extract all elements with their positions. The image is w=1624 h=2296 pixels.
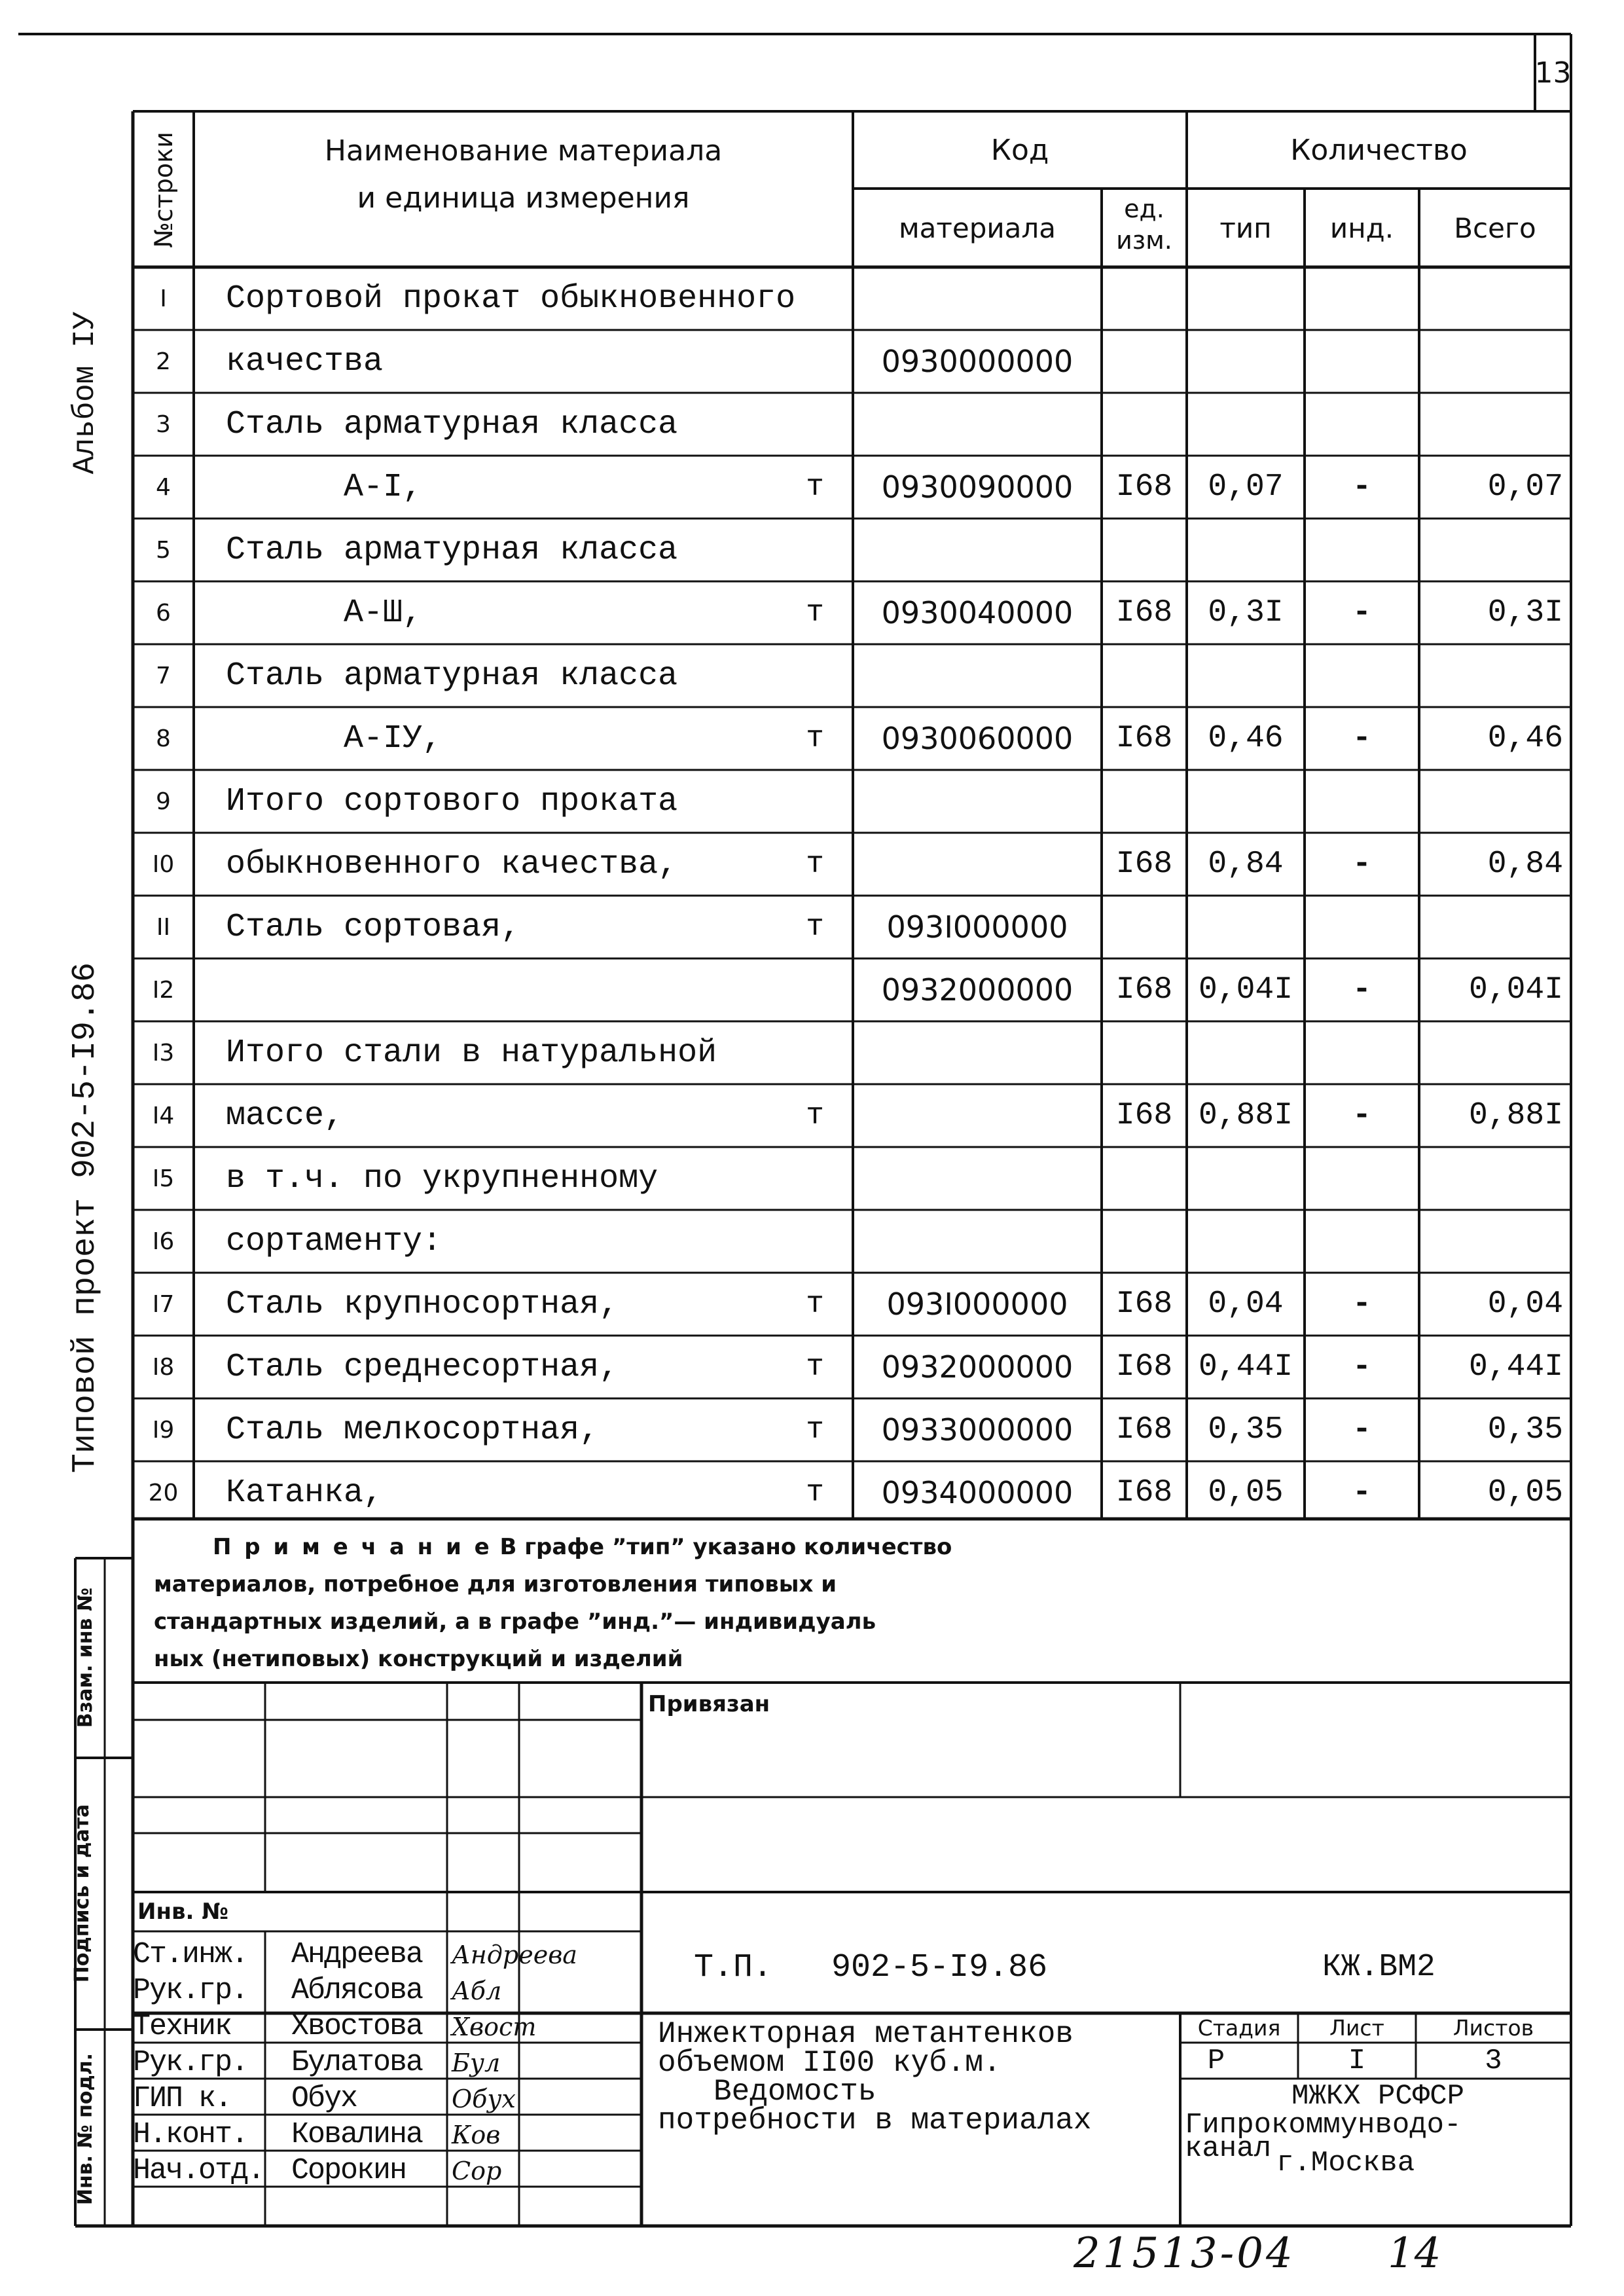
- material-code: 093I000000: [886, 1286, 1068, 1322]
- row-number: I7: [152, 1290, 175, 1318]
- person-role: Ст.инж.: [133, 1938, 248, 1971]
- qty-total: [1419, 1021, 1563, 1084]
- unit-code: [1102, 393, 1187, 456]
- qty-total: [1419, 267, 1563, 330]
- person-signature: Сор: [452, 2156, 502, 2185]
- doc-title: [658, 2017, 1092, 2138]
- qty-total: 0,88I: [1468, 1098, 1563, 1133]
- qty-tip: 0,84: [1208, 847, 1284, 882]
- person-role: Нач.отд.: [133, 2154, 264, 2187]
- unit: [785, 644, 844, 707]
- unit-code: I68: [1115, 847, 1173, 882]
- note: [154, 1529, 952, 1678]
- material-name: массе,: [226, 1097, 344, 1135]
- header-unit-code: [1102, 193, 1187, 256]
- qty-total: 0,05: [1487, 1475, 1563, 1510]
- material-code: [853, 393, 1102, 456]
- qty-tip: 0,05: [1208, 1475, 1284, 1510]
- qty-tip: [1187, 519, 1305, 581]
- qty-ind: [1305, 267, 1419, 330]
- header-tip: тип: [1219, 211, 1272, 244]
- qty-total: 0,44I: [1468, 1349, 1563, 1385]
- material-name: А-Ш,: [226, 594, 423, 632]
- row-number: 20: [148, 1479, 179, 1506]
- listov-label: Листов: [1453, 2015, 1534, 2041]
- material-name: А-I,: [226, 468, 423, 506]
- material-code: [853, 1210, 1102, 1273]
- unit: [785, 1210, 844, 1273]
- unit-code: [1102, 896, 1187, 958]
- unit-code: I68: [1115, 972, 1173, 1008]
- qty-tip: [1187, 267, 1305, 330]
- material-name: Сталь арматурная класса: [226, 531, 678, 569]
- footer-sheet: 14: [1388, 2229, 1441, 2278]
- vzam-label: Взам. инв №: [73, 1587, 97, 1728]
- material-code: [853, 519, 1102, 581]
- material-name: Сталь арматурная класса: [226, 405, 678, 443]
- material-code: 093I000000: [886, 909, 1068, 945]
- unit: [785, 958, 844, 1021]
- material-name: Сталь среднесортная,: [226, 1348, 619, 1386]
- unit-code: I68: [1115, 721, 1173, 756]
- qty-total: [1419, 1210, 1563, 1273]
- unit: т: [806, 470, 824, 504]
- row-number: I5: [152, 1165, 175, 1192]
- header-material-code: материала: [898, 211, 1056, 244]
- row-number: II: [156, 913, 171, 941]
- qty-tip: 0,04: [1208, 1286, 1284, 1322]
- stadiya-label: Стадия: [1197, 2015, 1281, 2041]
- org-line1: МЖКХ РСФСР: [1291, 2080, 1465, 2113]
- material-code: 0930090000: [881, 469, 1074, 505]
- qty-ind: -: [1352, 1098, 1371, 1133]
- material-name: Сортовой прокат обыкновенного: [226, 280, 796, 318]
- unit: т: [806, 1476, 824, 1510]
- material-name: качества: [226, 342, 384, 380]
- person-signature: Обух: [452, 2084, 516, 2113]
- material-name: обыкновенного качества,: [226, 845, 678, 883]
- note-title: П р и м е ч а н и е: [213, 1534, 492, 1560]
- unit-code: I68: [1115, 595, 1173, 630]
- row-number: 2: [156, 348, 171, 375]
- header-name: [194, 128, 853, 222]
- qty-tip: [1187, 896, 1305, 958]
- material-name: Итого стали в натуральной: [226, 1034, 717, 1072]
- qty-tip: [1187, 1147, 1305, 1210]
- qty-tip: 0,46: [1208, 721, 1284, 756]
- stadiya-value: Р: [1207, 2044, 1225, 2077]
- material-name: Сталь арматурная класса: [226, 657, 678, 695]
- page-number: 13: [1534, 56, 1572, 90]
- qty-ind: -: [1352, 847, 1371, 882]
- row-number: I6: [152, 1228, 175, 1255]
- qty-tip: [1187, 1210, 1305, 1273]
- person-name: Обух: [291, 2082, 357, 2115]
- privyazan-label: Привязан: [648, 1691, 770, 1717]
- qty-total: 0,46: [1487, 721, 1563, 756]
- person-name: Хвостова: [291, 2010, 423, 2043]
- row-number: I3: [152, 1039, 175, 1066]
- unit: т: [806, 1099, 824, 1133]
- qty-ind: -: [1352, 1286, 1371, 1322]
- qty-ind: [1305, 896, 1419, 958]
- material-code: [853, 1084, 1102, 1147]
- qty-ind: [1305, 330, 1419, 393]
- unit-code: [1102, 1210, 1187, 1273]
- qty-total: [1419, 393, 1563, 456]
- unit: т: [806, 1350, 824, 1384]
- person-role: Рук.гр.: [133, 2046, 248, 2079]
- qty-tip: 0,3I: [1208, 595, 1284, 630]
- project-label: Типовой проект 902-5-I9.86: [66, 962, 104, 1474]
- person-role: Техник: [133, 2010, 232, 2043]
- qty-ind: -: [1352, 1475, 1371, 1510]
- qty-tip: [1187, 1021, 1305, 1084]
- header-ind: инд.: [1329, 211, 1394, 244]
- material-name: Сталь сортовая,: [226, 908, 521, 946]
- note-line2: материалов, потребное для изготовления типовых и: [154, 1571, 837, 1597]
- qty-total: 0,04I: [1468, 972, 1563, 1008]
- person-signature: Абл: [452, 1976, 502, 2005]
- person-name: Аблясова: [291, 1974, 423, 2007]
- material-code: 0934000000: [881, 1475, 1074, 1510]
- qty-tip: [1187, 330, 1305, 393]
- person-name: Сорокин: [291, 2154, 406, 2187]
- unit-code: [1102, 770, 1187, 833]
- unit: [785, 267, 844, 330]
- header-unit-code-line1: ед.: [1124, 194, 1164, 223]
- material-code: [853, 1147, 1102, 1210]
- footer-code: 21513-04: [1074, 2229, 1295, 2278]
- unit: [785, 330, 844, 393]
- qty-ind: [1305, 644, 1419, 707]
- podpis-label: Подпись и дата: [70, 1804, 94, 1983]
- row-number: I2: [152, 976, 175, 1004]
- header-unit-code-line2: изм.: [1116, 226, 1172, 255]
- person-signature: Бул: [452, 2048, 501, 2077]
- header-name-line2: и единица измерения: [357, 181, 690, 215]
- doc-title-line1: Инжекторная метантенков: [658, 2017, 1074, 2051]
- note-line1: В графе ”тип” указано количество: [499, 1534, 952, 1560]
- qty-total: [1419, 1147, 1563, 1210]
- header-kolichestvo: Количество: [1290, 133, 1468, 167]
- row-number: I: [160, 285, 167, 312]
- row-number: 9: [156, 788, 171, 815]
- qty-total: 0,3I: [1487, 595, 1563, 630]
- unit-code: [1102, 1147, 1187, 1210]
- qty-ind: [1305, 1021, 1419, 1084]
- material-code: [853, 833, 1102, 896]
- note-line4: ных (нетиповых) конструкций и изделий: [154, 1646, 683, 1672]
- unit: т: [806, 721, 824, 756]
- list-value: I: [1348, 2044, 1366, 2077]
- qty-ind: -: [1352, 721, 1371, 756]
- org-line3: канал: [1185, 2132, 1272, 2165]
- qty-tip: 0,88I: [1198, 1098, 1293, 1133]
- person-role: Рук.гр.: [133, 1974, 248, 2007]
- qty-ind: [1305, 1210, 1419, 1273]
- inv-no-label: Инв. №: [137, 1899, 229, 1925]
- unit-code: [1102, 1021, 1187, 1084]
- qty-total: 0,35: [1487, 1412, 1563, 1448]
- row-number: I0: [152, 850, 175, 878]
- person-name: Ковалина: [291, 2118, 423, 2151]
- row-number: 4: [156, 473, 171, 501]
- qty-total: [1419, 330, 1563, 393]
- person-name: Андреева: [291, 1938, 423, 1971]
- album-label: Альбом IУ: [68, 311, 102, 475]
- qty-tip: [1187, 393, 1305, 456]
- unit: [785, 393, 844, 456]
- qty-ind: [1305, 519, 1419, 581]
- qty-ind: [1305, 393, 1419, 456]
- org-line2: Гипрокоммунводо-: [1185, 2109, 1462, 2141]
- person-name: Булатова: [291, 2046, 423, 2079]
- row-number: 7: [156, 662, 171, 689]
- unit-code: I68: [1115, 1349, 1173, 1385]
- material-name: [226, 958, 802, 1021]
- unit-code: [1102, 644, 1187, 707]
- unit-code: [1102, 330, 1187, 393]
- unit: [785, 1021, 844, 1084]
- qty-total: [1419, 519, 1563, 581]
- material-name: Катанка,: [226, 1474, 384, 1512]
- qty-ind: -: [1352, 1412, 1371, 1448]
- header-name-line1: Наименование материала: [324, 134, 723, 168]
- listov-value: 3: [1485, 2044, 1502, 2077]
- unit: т: [806, 910, 824, 944]
- unit-code: I68: [1115, 1412, 1173, 1448]
- unit: т: [806, 847, 824, 881]
- material-code: 0933000000: [881, 1412, 1074, 1448]
- org-line4: г.Москва: [1276, 2147, 1415, 2179]
- unit-code: [1102, 267, 1187, 330]
- doc-title-line3: Ведомость: [713, 2075, 876, 2109]
- unit-code: I68: [1115, 1098, 1173, 1133]
- qty-total: [1419, 770, 1563, 833]
- row-number: 5: [156, 536, 171, 564]
- material-code: [853, 644, 1102, 707]
- row-number: I4: [152, 1102, 175, 1129]
- material-code: [853, 770, 1102, 833]
- qty-ind: [1305, 1147, 1419, 1210]
- person-signature: Хвост: [452, 2012, 537, 2041]
- unit: т: [806, 1413, 824, 1447]
- unit-code: I68: [1115, 1286, 1173, 1322]
- unit: т: [806, 1287, 824, 1321]
- unit-code: I68: [1115, 469, 1173, 505]
- material-code: 0930060000: [881, 721, 1074, 756]
- qty-tip: 0,35: [1208, 1412, 1284, 1448]
- person-role: Н.конт.: [133, 2118, 248, 2151]
- unit: [785, 770, 844, 833]
- row-number: I8: [152, 1353, 175, 1381]
- qty-ind: -: [1352, 1349, 1371, 1385]
- material-code: 0930000000: [881, 344, 1074, 379]
- material-name: А-IУ,: [226, 720, 442, 757]
- unit: [785, 1147, 844, 1210]
- material-name: сортаменту:: [226, 1222, 442, 1260]
- doc-code: Т.П. 902-5-I9.86: [694, 1948, 1048, 1986]
- note-line3: стандартных изделий, а в графе ”инд.”— индивидуаль: [154, 1609, 876, 1635]
- unit-code: [1102, 519, 1187, 581]
- qty-total: 0,04: [1487, 1286, 1563, 1322]
- qty-total: [1419, 896, 1563, 958]
- person-signature: Андреева: [452, 1940, 577, 1969]
- qty-ind: -: [1352, 595, 1371, 630]
- doc-title-line4: потребности в материалах: [658, 2104, 1092, 2138]
- material-code: 0930040000: [881, 595, 1074, 630]
- person-role: ГИП к.: [133, 2082, 232, 2115]
- organization: [1185, 2082, 1571, 2185]
- qty-ind: -: [1352, 469, 1371, 505]
- material-code: 0932000000: [881, 1349, 1074, 1385]
- material-name: Сталь крупносортная,: [226, 1285, 619, 1323]
- material-code: [853, 1021, 1102, 1084]
- person-signature: Ков: [452, 2120, 501, 2149]
- unit: [785, 519, 844, 581]
- header-kod: Код: [990, 133, 1049, 167]
- unit: т: [806, 596, 824, 630]
- inv-podl-label: Инв. № подл.: [73, 2052, 97, 2206]
- qty-tip: [1187, 644, 1305, 707]
- row-number: 6: [156, 599, 171, 627]
- qty-total: 0,84: [1487, 847, 1563, 882]
- qty-tip: [1187, 770, 1305, 833]
- list-label: Лист: [1329, 2015, 1384, 2041]
- qty-ind: -: [1352, 972, 1371, 1008]
- header-vsego: Всего: [1454, 211, 1536, 244]
- material-code: [853, 267, 1102, 330]
- material-code: 0932000000: [881, 972, 1074, 1008]
- header-row-number: №строки: [149, 132, 178, 248]
- qty-tip: 0,07: [1208, 469, 1284, 505]
- unit-code: I68: [1115, 1475, 1173, 1510]
- qty-total: [1419, 644, 1563, 707]
- row-number: I9: [152, 1416, 175, 1444]
- material-name: в т.ч. по укрупненному: [226, 1159, 659, 1197]
- doc-mark: КЖ.ВМ2: [1322, 1950, 1435, 1985]
- row-number: 8: [156, 725, 171, 752]
- row-number: 3: [156, 410, 171, 438]
- doc-title-line2: объемом II00 куб.м.: [658, 2046, 1001, 2080]
- material-name: Итого сортового проката: [226, 782, 678, 820]
- material-name: Сталь мелкосортная,: [226, 1411, 600, 1449]
- qty-total: 0,07: [1487, 469, 1563, 505]
- qty-tip: 0,44I: [1198, 1349, 1293, 1385]
- qty-tip: 0,04I: [1198, 972, 1293, 1008]
- qty-ind: [1305, 770, 1419, 833]
